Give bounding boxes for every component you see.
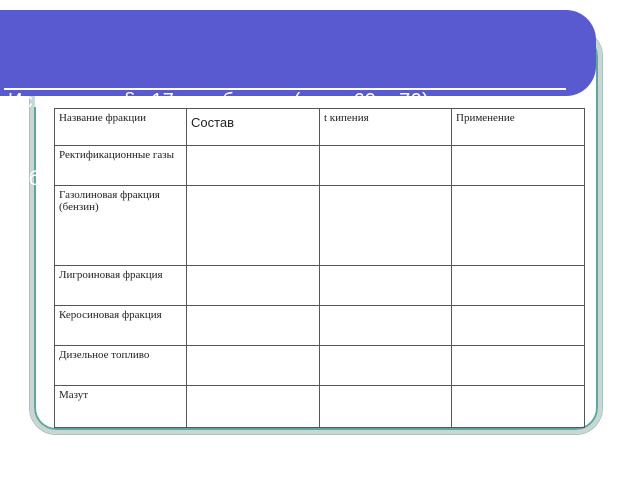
table-row <box>55 186 585 266</box>
boiling-temp-cell[interactable] <box>320 346 452 386</box>
table-row <box>55 146 585 186</box>
fractions-table <box>54 108 585 428</box>
table-row <box>55 346 585 386</box>
usage-cell[interactable] <box>452 146 585 186</box>
table-row <box>55 266 585 306</box>
row-name-cell: Газолиновая фракция (бензин) <box>55 186 187 266</box>
slide-title-line1: Используя § 17 учебника (стр. 69 -70), заполни <box>8 90 529 112</box>
usage-cell[interactable] <box>452 266 585 306</box>
composition-cell[interactable] <box>187 386 320 428</box>
row-name-cell: Керосиновая фракция <box>55 306 187 346</box>
boiling-temp-cell[interactable] <box>320 266 452 306</box>
composition-cell[interactable] <box>187 186 320 266</box>
header-fraction-name: Название фракции <box>55 109 187 146</box>
composition-cell[interactable] <box>187 306 320 346</box>
slide-title-line2: таблицу: <box>8 168 91 190</box>
composition-cell[interactable] <box>187 266 320 306</box>
usage-cell[interactable] <box>452 186 585 266</box>
usage-cell[interactable] <box>452 386 585 428</box>
row-name-cell: Мазут <box>55 386 187 428</box>
header-boiling-temp: t кипения <box>320 109 452 146</box>
boiling-temp-cell[interactable] <box>320 146 452 186</box>
usage-cell[interactable] <box>452 346 585 386</box>
boiling-temp-cell[interactable] <box>320 386 452 428</box>
header-usage: Применение <box>452 109 585 146</box>
composition-cell[interactable] <box>187 146 320 186</box>
table-row <box>55 386 585 428</box>
boiling-temp-cell[interactable] <box>320 306 452 346</box>
usage-cell[interactable] <box>452 306 585 346</box>
row-name-cell: Ректификационные газы <box>55 146 187 186</box>
row-name-cell: Лигроиновая фракция <box>55 266 187 306</box>
title-underline <box>4 88 566 90</box>
row-name-cell: Дизельное топливо <box>55 346 187 386</box>
composition-cell[interactable] <box>187 346 320 386</box>
table-row <box>55 306 585 346</box>
table-header-row <box>55 109 585 146</box>
boiling-temp-cell[interactable] <box>320 186 452 266</box>
header-composition: Состав <box>187 109 320 146</box>
